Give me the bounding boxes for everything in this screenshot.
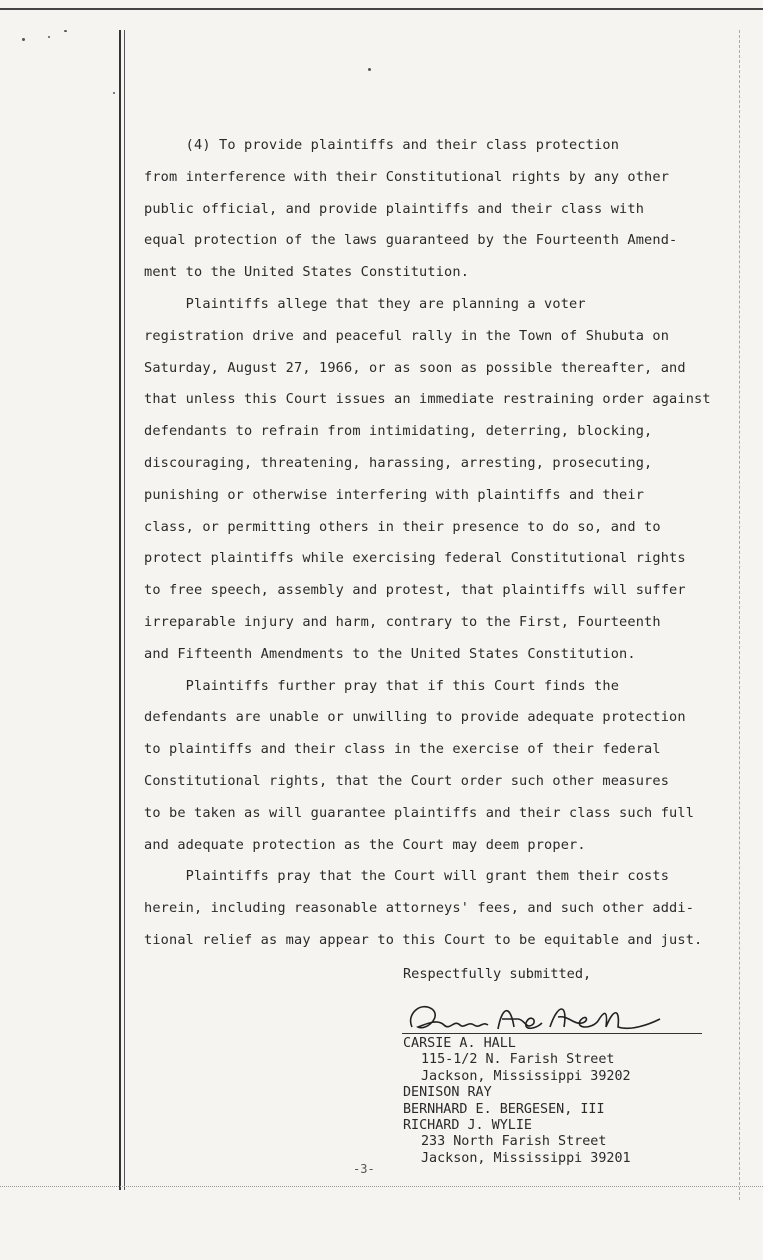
right-margin-rule	[739, 30, 740, 1200]
attorney-line: 115-1/2 N. Farish Street	[421, 1052, 615, 1068]
text-line: Saturday, August 27, 1966, or as soon as possible thereafter, and	[144, 359, 686, 376]
closing-line: Respectfully submitted,	[403, 966, 592, 982]
left-margin-rule	[119, 30, 121, 1190]
text-line: ment to the United States Constitution.	[144, 264, 470, 281]
attorney-line: RICHARD J. WYLIE	[403, 1118, 532, 1134]
text-line: herein, including reasonable attorneys' fees, and such other addi-	[144, 900, 695, 917]
text-line: defendants are unable or unwilling to provide adequate protection	[144, 709, 686, 726]
top-border	[0, 0, 763, 10]
text-line: and Fifteenth Amendments to the United States Constitution.	[144, 645, 636, 662]
attorney-block	[403, 1036, 631, 1167]
attorney-line: BERNHARD E. BERGESEN, III	[403, 1101, 605, 1117]
text-line: equal protection of the laws guaranteed by the Fourteenth Amend-	[144, 232, 678, 249]
scan-speck	[113, 92, 115, 94]
attorney-line: CARSIE A. HALL	[403, 1036, 516, 1051]
scan-speck	[22, 38, 25, 41]
text-line: punishing or otherwise interfering with plaintiffs and their	[144, 486, 645, 503]
text-line: irreparable injury and harm, contrary to the First, Fourteenth	[144, 613, 661, 630]
body-text	[144, 130, 724, 957]
signature-line	[402, 1033, 702, 1034]
text-line: tional relief as may appear to this Court to be equitable and just.	[144, 931, 703, 948]
text-line: to plaintiffs and their class in the exercise of their federal	[144, 741, 661, 758]
text-line: class, or permitting others in their presence to do so, and to	[144, 518, 661, 535]
scan-speck	[48, 36, 50, 38]
text-line: Plaintiffs pray that the Court will grant them their costs	[144, 868, 670, 885]
text-line: Constitutional rights, that the Court order such other measures	[144, 772, 670, 789]
bottom-border	[0, 1186, 763, 1187]
text-line: defendants to refrain from intimidating, deterring, blocking,	[144, 423, 653, 440]
text-line: protect plaintiffs while exercising federal Constitutional rights	[144, 550, 686, 567]
scan-speck	[368, 68, 371, 71]
text-line: that unless this Court issues an immediate restraining order against	[144, 391, 711, 408]
attorney-line: 233 North Farish Street	[421, 1134, 607, 1150]
text-line: and adequate protection as the Court may deem proper.	[144, 836, 586, 853]
text-line: Plaintiffs allege that they are planning a voter	[144, 295, 586, 312]
text-line: discouraging, threatening, harassing, arresting, prosecuting,	[144, 454, 653, 471]
text-line: to free speech, assembly and protest, that plaintiffs will suffer	[144, 582, 686, 599]
text-line: registration drive and peaceful rally in the Town of Shubuta on	[144, 327, 670, 344]
attorney-line: DENISON RAY	[403, 1085, 492, 1101]
text-line: from interference with their Constitutional rights by any other	[144, 168, 670, 185]
attorney-line: Jackson, Mississippi 39201	[421, 1150, 631, 1166]
text-line: Plaintiffs further pray that if this Court finds the	[144, 677, 620, 694]
page-number: -3-	[353, 1162, 375, 1176]
text-line: to be taken as will guarantee plaintiffs and their class such full	[144, 804, 695, 821]
scan-speck	[64, 30, 67, 32]
left-margin-rule-inner	[124, 30, 125, 1190]
text-line: public official, and provide plaintiffs and their class with	[144, 200, 645, 217]
text-line: (4) To provide plaintiffs and their class protection	[144, 137, 620, 153]
attorney-line: Jackson, Mississippi 39202	[421, 1068, 631, 1084]
